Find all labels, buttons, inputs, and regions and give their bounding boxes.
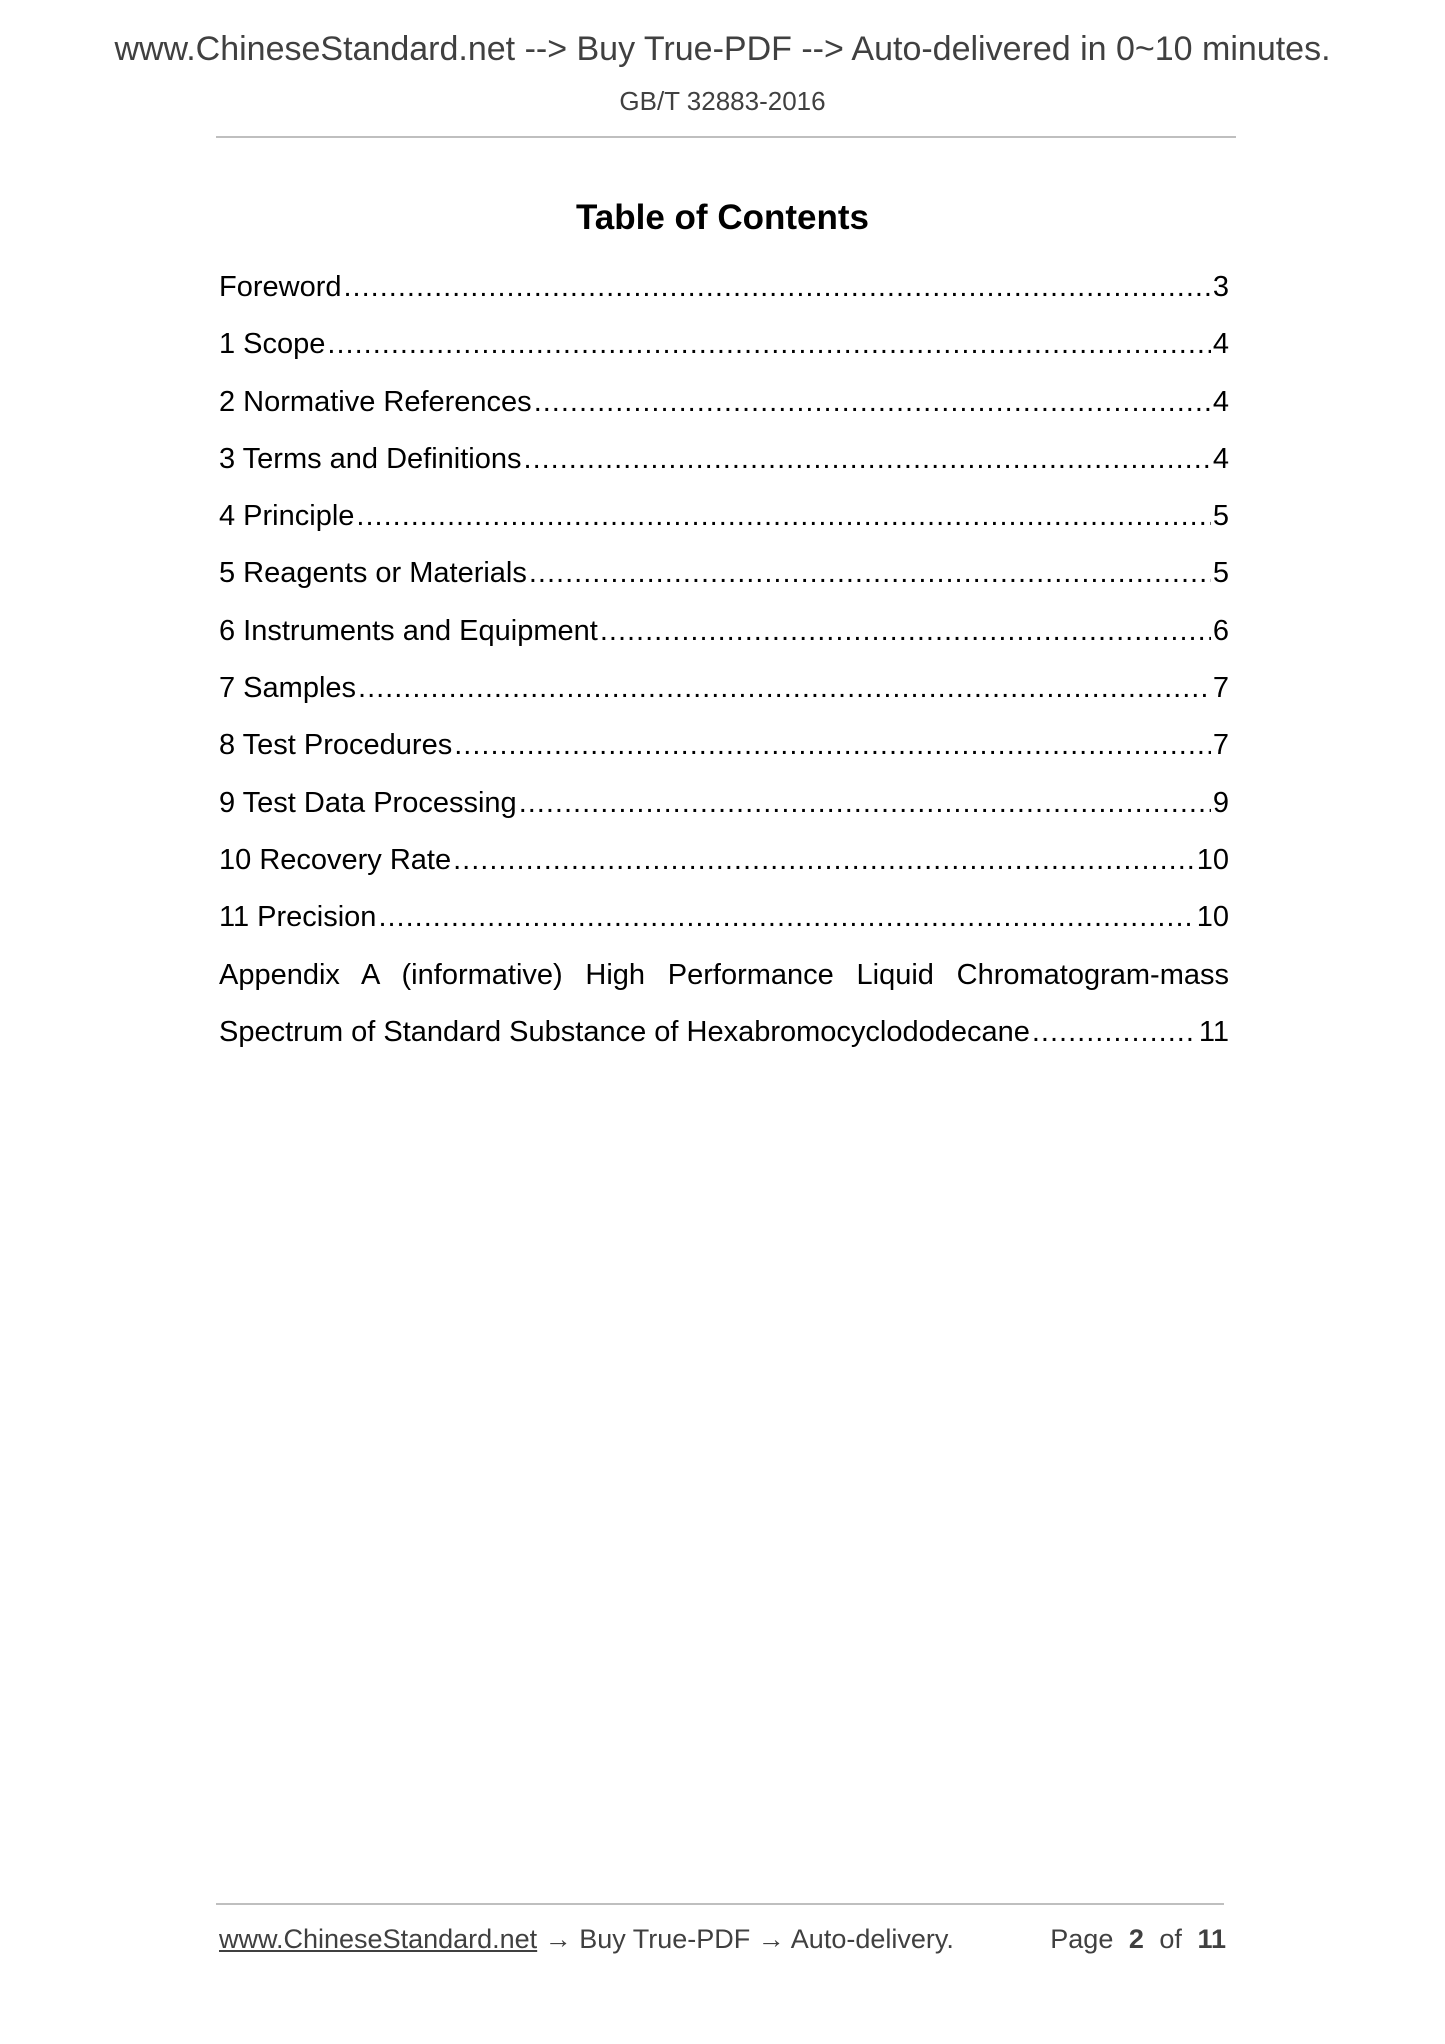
toc-entry-label: 3 Terms and Definitions xyxy=(219,442,522,475)
toc-entry-label: 4 Principle xyxy=(219,500,355,533)
header-divider xyxy=(216,136,1236,138)
toc-entry-normative-references[interactable] xyxy=(219,377,1229,434)
toc-entry-appendix-line1[interactable]: Appendix A (informative) High Performance Liquid Chromatogram-mass xyxy=(219,958,1229,991)
toc-leader-dots xyxy=(454,720,1211,770)
toc-entry-precision[interactable] xyxy=(219,892,1229,949)
toc-entry-page: 4 xyxy=(1212,328,1229,361)
arrow-icon: → xyxy=(544,1924,572,1954)
toc-entry-principle[interactable] xyxy=(219,491,1229,548)
toc-entry-terms-definitions[interactable] xyxy=(219,434,1229,491)
page-indicator xyxy=(1050,1924,1226,1955)
toc-entry-label: 8 Test Procedures xyxy=(219,729,453,762)
page-current: 2 xyxy=(1128,1924,1144,1954)
toc-entry-label: 1 Scope xyxy=(219,328,326,361)
of-word: of xyxy=(1159,1924,1182,1954)
table-of-contents xyxy=(219,262,1229,1064)
toc-entry-page: 11 xyxy=(1198,1015,1229,1048)
toc-entry-page: 10 xyxy=(1196,843,1229,876)
toc-entry-label: Spectrum of Standard Substance of Hexabromocyclododecane xyxy=(219,1015,1030,1048)
toc-leader-dots xyxy=(600,606,1211,656)
toc-entry-page: 9 xyxy=(1212,786,1229,819)
toc-entry-page: 4 xyxy=(1212,442,1229,475)
toc-entry-page: 7 xyxy=(1212,672,1229,705)
toc-entry-test-procedures[interactable] xyxy=(219,720,1229,777)
toc-leader-dots xyxy=(356,491,1210,541)
toc-entry-page: 3 xyxy=(1212,271,1229,303)
footer-promo xyxy=(219,1924,954,1955)
footer-delivery-text: Auto-delivery. xyxy=(790,1924,954,1954)
toc-entry-recovery-rate[interactable] xyxy=(219,835,1229,892)
arrow-icon: → xyxy=(757,1924,785,1954)
toc-leader-dots xyxy=(358,663,1211,713)
toc-entry-label: Foreword xyxy=(219,271,342,303)
toc-entry-appendix-line2[interactable] xyxy=(219,1007,1229,1064)
toc-entry-test-data-processing[interactable] xyxy=(219,778,1229,835)
toc-entry-page: 6 xyxy=(1212,614,1229,647)
toc-entry-scope[interactable] xyxy=(219,319,1229,376)
toc-leader-dots xyxy=(534,377,1211,427)
toc-entry-foreword[interactable] xyxy=(219,262,1229,319)
toc-leader-dots xyxy=(529,548,1211,598)
footer-buy-text: Buy True-PDF xyxy=(579,1924,751,1954)
toc-entry-page: 7 xyxy=(1212,729,1229,762)
toc-entry-label: 6 Instruments and Equipment xyxy=(219,614,598,647)
toc-entry-page: 5 xyxy=(1212,500,1229,533)
toc-leader-dots xyxy=(1032,1007,1197,1057)
toc-leader-dots xyxy=(524,434,1211,484)
toc-entry-page: 4 xyxy=(1212,385,1229,418)
toc-entry-page: 10 xyxy=(1196,901,1229,934)
toc-entry-label: 5 Reagents or Materials xyxy=(219,557,527,590)
toc-entry-reagents-materials[interactable] xyxy=(219,548,1229,605)
toc-entry-label: 10 Recovery Rate xyxy=(219,843,452,876)
top-banner: www.ChineseStandard.net --> Buy True-PDF --> Auto-delivered in 0~10 minutes. xyxy=(114,30,1331,68)
toc-entry-label: 11 Precision xyxy=(219,901,377,934)
toc-entry-label: 2 Normative References xyxy=(219,385,532,418)
toc-entry-samples[interactable] xyxy=(219,663,1229,720)
toc-leader-dots xyxy=(327,319,1210,369)
footer-site-link[interactable]: www.ChineseStandard.net xyxy=(219,1924,538,1954)
toc-entry-label: 9 Test Data Processing xyxy=(219,786,517,819)
toc-entry-page: 5 xyxy=(1212,557,1229,590)
toc-entry-label: 7 Samples xyxy=(219,672,357,705)
document-code: GB/T 32883-2016 xyxy=(619,86,826,116)
toc-leader-dots xyxy=(344,262,1211,312)
toc-title: Table of Contents xyxy=(576,198,869,237)
footer-divider xyxy=(216,1903,1224,1905)
page-word: Page xyxy=(1050,1924,1114,1954)
toc-entry-instruments-equipment[interactable] xyxy=(219,606,1229,663)
toc-leader-dots xyxy=(519,778,1211,828)
page-total: 11 xyxy=(1197,1924,1226,1954)
toc-leader-dots xyxy=(378,892,1194,942)
toc-leader-dots xyxy=(453,835,1195,885)
